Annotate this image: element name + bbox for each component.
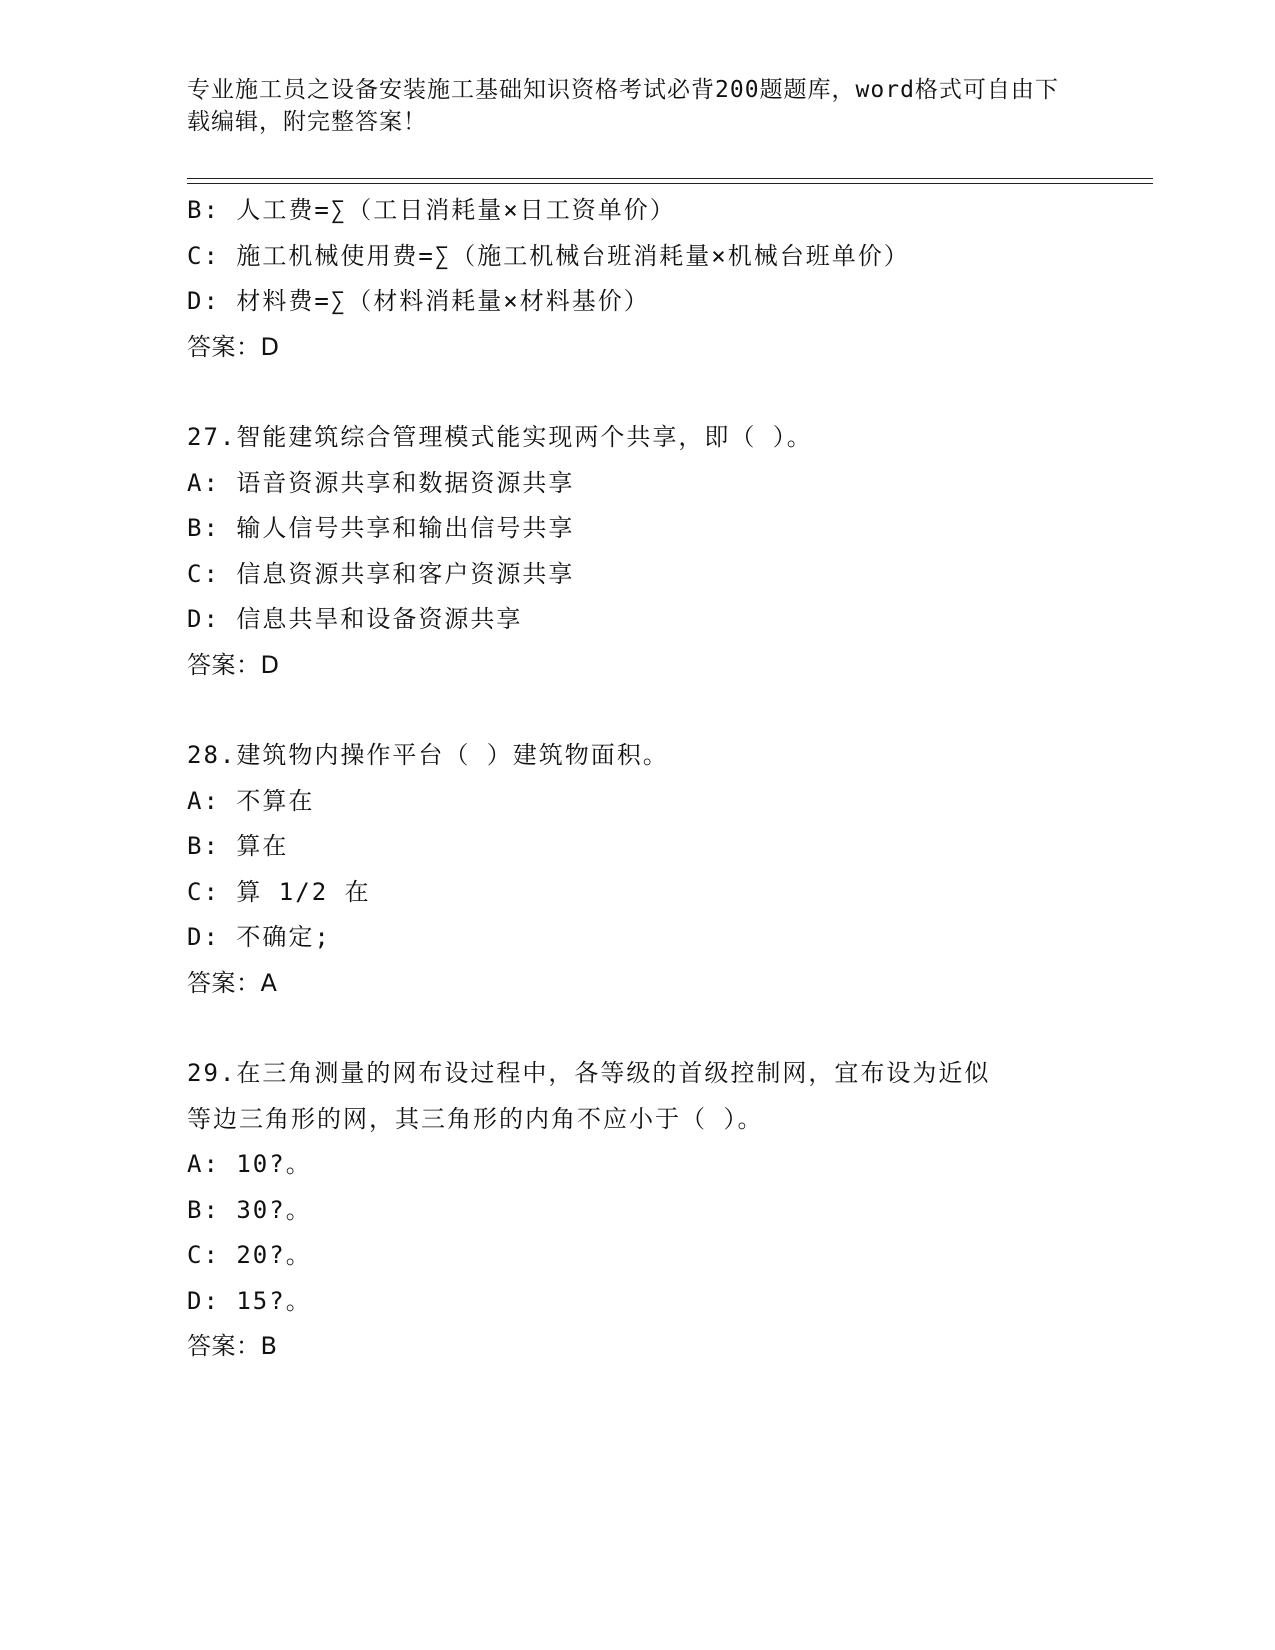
- option-c: C: 算 1/2 在: [187, 877, 371, 906]
- option-a: A: 语音资源共享和数据资源共享: [187, 468, 575, 497]
- question-content: [187, 188, 1087, 1370]
- option-b: B: 算在: [187, 832, 289, 860]
- option-d: D: 材料费=∑（材料消耗量×材料基价）: [187, 287, 650, 315]
- spacer: [187, 688, 1087, 733]
- question-stem-line-2: 等边三角形的网，其三角形的内角不应小于（ ）。: [187, 1104, 764, 1133]
- option-c: C: 施工机械使用费=∑（施工机械台班消耗量×机械台班单价）: [187, 241, 910, 270]
- option-b: B: 30?。: [187, 1195, 312, 1224]
- option-b: B: 人工费=∑（工日消耗量×日工资单价）: [187, 196, 676, 224]
- answer-line: 答案：D: [187, 650, 280, 679]
- option-d: D: 信息共旱和设备资源共享: [187, 605, 523, 633]
- option-a: A: 10?。: [187, 1150, 312, 1178]
- option-d: D: 不确定;: [187, 923, 331, 951]
- spacer: [187, 1006, 1087, 1051]
- header-divider-top: [187, 178, 1153, 179]
- answer-line: 答案：A: [187, 968, 278, 997]
- answer-line: 答案：B: [187, 1332, 278, 1360]
- question-stem: 28.建筑物内操作平台（ ）建筑物面积。: [187, 741, 669, 769]
- question-stem-line-1: 29.在三角测量的网布设过程中，各等级的首级控制网，宜布设为近似: [187, 1059, 991, 1087]
- spacer: [187, 370, 1087, 415]
- option-c: C: 信息资源共享和客户资源共享: [187, 559, 575, 588]
- option-b: B: 输人信号共享和输出信号共享: [187, 514, 575, 542]
- question-stem: 27.智能建筑综合管理模式能实现两个共享，即（ ）。: [187, 423, 813, 451]
- option-c: C: 20?。: [187, 1241, 312, 1269]
- option-a: A: 不算在: [187, 786, 315, 815]
- document-header-title: 专业施工员之设备安装施工基础知识资格考试必背200题题库，word格式可自由下载编辑，附完整答案！: [187, 77, 1059, 135]
- option-d: D: 15?。: [187, 1286, 312, 1315]
- header-divider-bottom: [187, 183, 1153, 184]
- answer-line: 答案：D: [187, 332, 280, 361]
